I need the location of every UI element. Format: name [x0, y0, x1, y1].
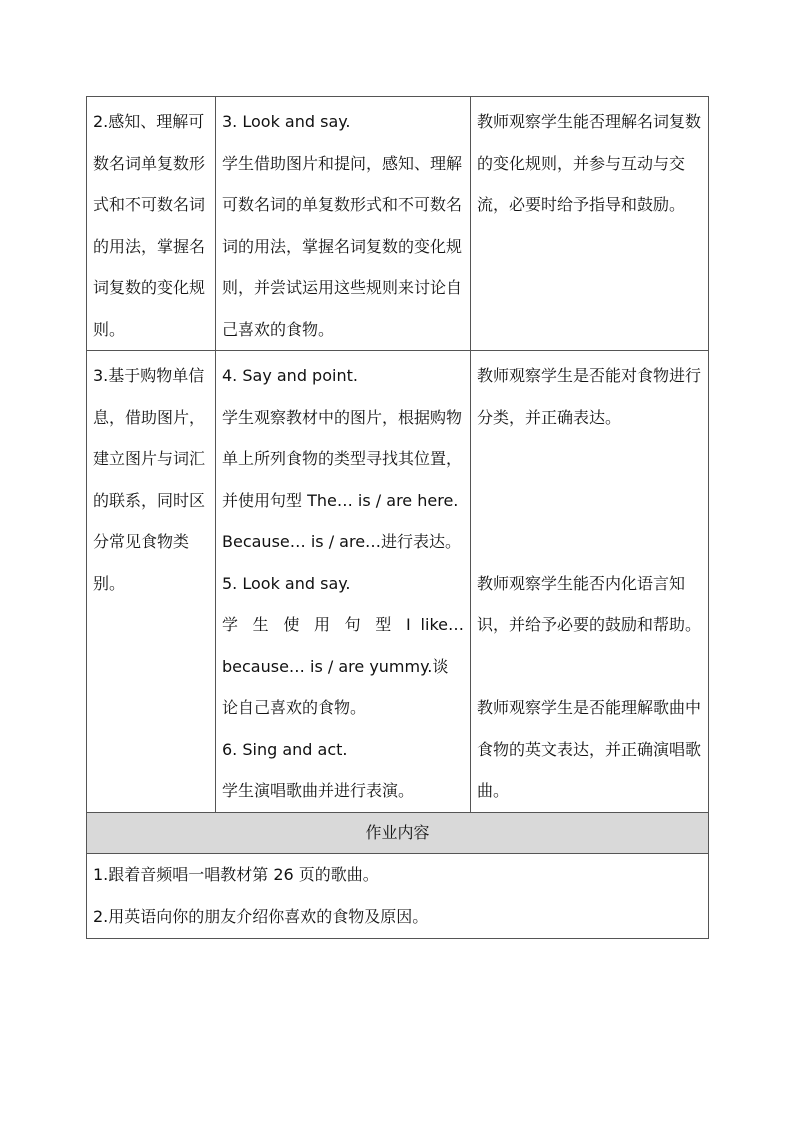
lesson-plan-table — [86, 96, 709, 939]
evaluation-cell — [471, 97, 709, 351]
activity-cell — [216, 351, 471, 813]
goal-text: 2.感知、理解可数名词单复数形式和不可数名词的用法，掌握名词复数的变化规则。 — [93, 112, 206, 339]
homework-item: 1.跟着音频唱一唱教材第 26 页的歌曲。 — [93, 864, 379, 884]
homework-header-row — [87, 812, 709, 853]
activity-title: 5. Look and say. — [222, 573, 351, 593]
homework-row — [87, 853, 709, 938]
activity-desc: 学生演唱歌曲并进行表演。 — [222, 781, 415, 800]
evaluation-text: 教师观察学生能否内化语言知识，并给予必要的鼓励和帮助。 — [477, 573, 702, 634]
homework-header: 作业内容 — [87, 812, 709, 853]
activity-cell — [216, 97, 471, 351]
activity-title: 6. Sing and act. — [222, 739, 348, 759]
activity-title: 3. Look and say. — [222, 112, 351, 131]
activity-desc: 学生借助图片和提问，感知、理解可数名词的单复数形式和不可数名词的用法，掌握名词复数的变化规则，并尝试运用这些规则来讨论自己喜欢的食物。 — [222, 153, 463, 339]
evaluation-text: 教师观察学生是否能理解歌曲中食物的英文表达，并正确演唱歌曲。 — [477, 698, 702, 800]
goal-text: 3.基于购物单信息，借助图片，建立图片与词汇的联系，同时区分常见食物类别。 — [93, 366, 206, 593]
activity-title: 4. Say and point. — [222, 366, 358, 385]
activity-desc: 学 生 使 用 句 型 I like… — [222, 615, 464, 634]
spacer — [477, 646, 702, 688]
goal-cell — [87, 97, 216, 351]
spacer — [477, 521, 702, 563]
evaluation-cell — [471, 351, 709, 813]
activity-desc: because… is / are yummy.谈论自己喜欢的食物。 — [222, 656, 449, 717]
goal-cell — [87, 351, 216, 813]
evaluation-text: 教师观察学生是否能对食物进行分类，并正确表达。 — [477, 366, 702, 427]
activity-desc: 学生观察教材中的图片，根据购物单上所列食物的类型寻找其位置，并使用句型 The… is / are here. Because… is / are…进行表达。 — [222, 407, 463, 551]
lesson-plan-page — [86, 96, 708, 939]
table-row — [87, 97, 709, 351]
evaluation-text: 教师观察学生能否理解名词复数的变化规则，并参与互动与交流，必要时给予指导和鼓励。 — [477, 112, 702, 214]
table-row — [87, 351, 709, 813]
homework-item: 2.用英语向你的朋友介绍你喜欢的食物及原因。 — [93, 906, 429, 926]
spacer — [477, 438, 702, 521]
homework-cell — [87, 853, 709, 938]
